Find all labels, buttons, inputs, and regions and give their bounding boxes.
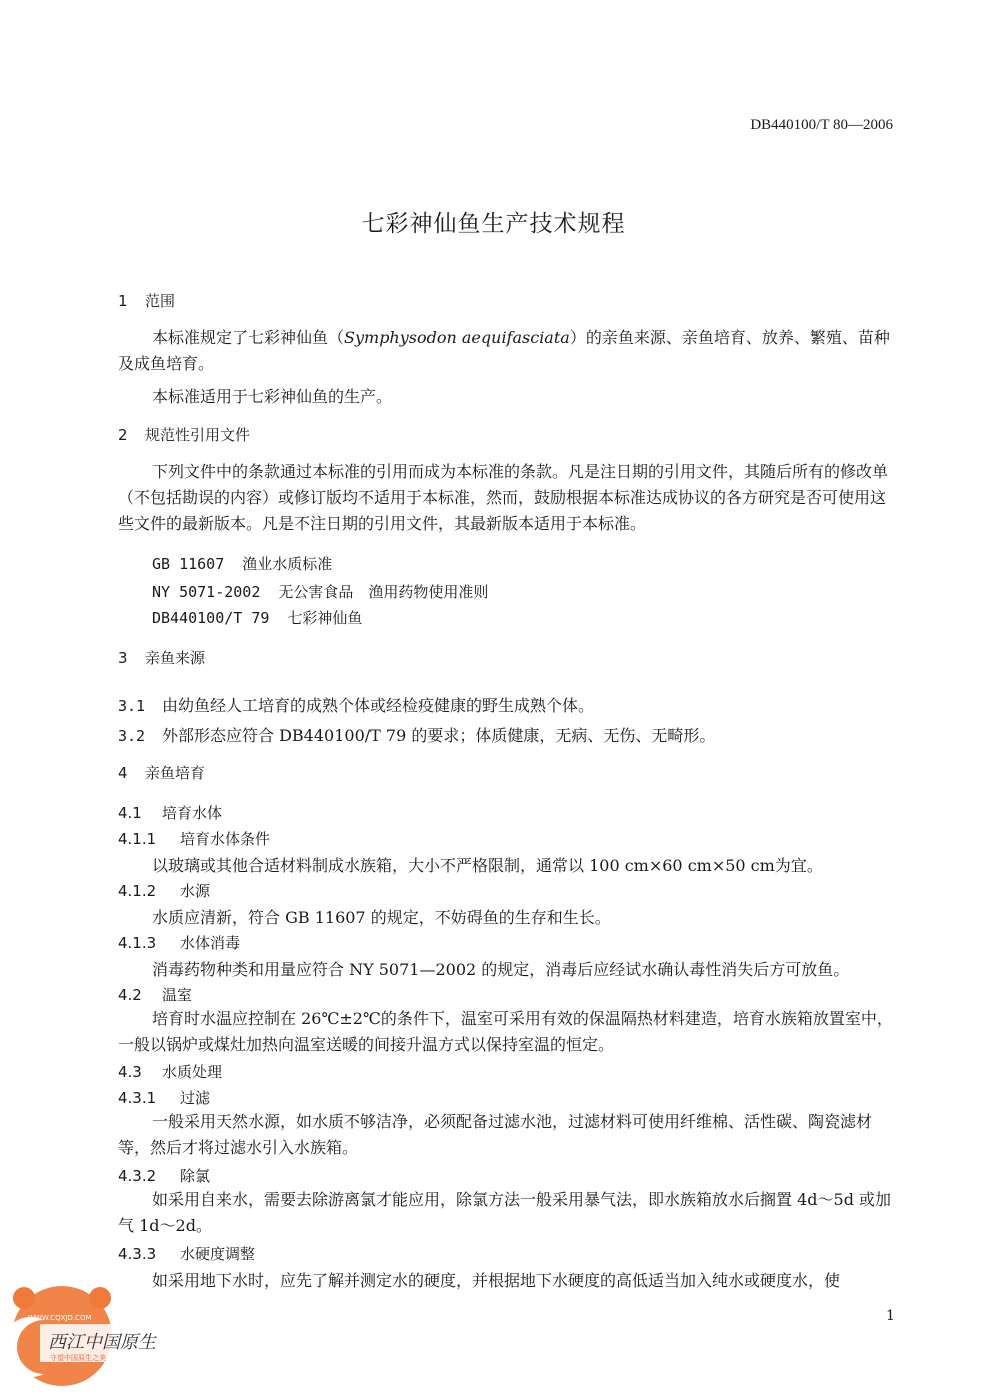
- section-title: 亲鱼培育: [145, 764, 206, 782]
- subsection-4-3-3-text: 如采用地下水时，应先了解并测定水的硬度，并根据地下水硬度的高低适当加入纯水或硬度水，使: [152, 1271, 841, 1290]
- watermark-logo: [0, 1280, 175, 1396]
- subsection-4-3-heading: 4.3 水质处理: [118, 1063, 223, 1081]
- section-title: 规范性引用文件: [145, 426, 251, 444]
- subsection-4-2-text: 培育时水温应控制在 26℃±2℃的条件下，温室可采用有效的保温隔热材料建造，培育水族箱放置室中，一般以锅炉或煤灶加热向温室送暖的间接升温方式以保持室温的恒定。: [118, 1009, 893, 1054]
- watermark-slogan: 守望中国原生之美: [50, 1354, 106, 1362]
- document-code: DB440100/T 80—2006: [750, 117, 893, 133]
- section-number: 3: [118, 649, 128, 667]
- subsection-4-1-1-heading: 4.1.1 培育水体条件: [118, 830, 271, 848]
- subsection-4-3-2-heading: 4.3.2 除氯: [118, 1167, 211, 1185]
- subsection-4-1-2-heading: 4.1.2 水源: [118, 882, 211, 900]
- section-number: 1: [118, 292, 128, 310]
- section-title: 范围: [145, 292, 176, 310]
- section-2-paragraph: 下列文件中的条款通过本标准的引用而成为本标准的条款。凡是注日期的引用文件，其随后所有的修改单（不包括勘误的内容）或修订版均不适用于本标准，然而，鼓励根据本标准达成协议的各方研究是否可使用这些文件的最新版本。凡是不注日期的引用文件，其最新版本适用于本标准。: [118, 462, 889, 533]
- document-title: 七彩神仙鱼生产技术规程: [361, 211, 626, 237]
- section-3-heading: [118, 647, 205, 668]
- section-4-heading: [118, 762, 205, 783]
- page-number: 1: [886, 1308, 895, 1324]
- section-1-paragraph-1: 本标准规定了七彩神仙鱼（Symphysodon aequifasciata）的亲鱼来源、亲鱼培育、放养、繁殖、苗种及成鱼培育。: [118, 328, 890, 373]
- subsection-4-3-2-text: 如采用自来水，需要去除游离氯才能应用，除氯方法一般采用暴气法，即水族箱放水后搁置 4d～5d 或加气 1d～2d。: [118, 1190, 892, 1235]
- reference-item: DB440100/T 79 七彩神仙鱼: [152, 609, 363, 627]
- section-2-heading: [118, 424, 250, 445]
- subsection-4-3-1-heading: 4.3.1 过滤: [118, 1089, 211, 1107]
- latin-species-name: Symphysodon aequifasciata: [344, 328, 570, 347]
- subsection-4-1-3-heading: 4.1.3 水体消毒: [118, 934, 241, 952]
- clause-3-1: 3.1 由幼鱼经人工培育的成熟个体或经检疫健康的野生成熟个体。: [118, 696, 595, 715]
- section-1-heading: [118, 290, 175, 311]
- section-number: 4: [118, 764, 128, 782]
- subsection-4-1-2-text: 水质应清新，符合 GB 11607 的规定，不妨碍鱼的生存和生长。: [152, 908, 611, 927]
- section-number: 2: [118, 426, 128, 444]
- subsection-4-3-3-heading: 4.3.3 水硬度调整: [118, 1245, 256, 1263]
- subsection-4-1-heading: 4.1 培育水体: [118, 804, 223, 822]
- section-1-paragraph-2: 本标准适用于七彩神仙鱼的生产。: [152, 387, 393, 406]
- section-title: 亲鱼来源: [145, 649, 206, 667]
- watermark-site: WWW.CQXJD.COM: [28, 1314, 92, 1322]
- subsection-4-2-heading: 4.2 温室: [118, 986, 193, 1004]
- subsection-4-1-1-text: 以玻璃或其他合适材料制成水族箱，大小不严格限制，通常以 100 cm×60 cm×50 cm为宜。: [152, 856, 823, 875]
- subsection-4-1-3-text: 消毒药物种类和用量应符合 NY 5071—2002 的规定，消毒后应经试水确认毒性消失后方可放鱼。: [152, 960, 850, 979]
- watermark-name: 西江中国原生: [48, 1332, 156, 1353]
- reference-item: GB 11607 渔业水质标准: [152, 555, 333, 573]
- watermark-icon: [0, 1280, 175, 1396]
- subsection-4-3-1-text: 一般采用天然水源，如水质不够洁净，必须配备过滤水池，过滤材料可使用纤维棉、活性碳、陶瓷滤材等，然后才将过滤水引入水族箱。: [118, 1112, 873, 1157]
- reference-item: NY 5071-2002 无公害食品 渔用药物使用准则: [152, 583, 489, 601]
- clause-3-2: 3.2 外部形态应符合 DB440100/T 79 的要求；体质健康，无病、无伤、无畸形。: [118, 726, 716, 745]
